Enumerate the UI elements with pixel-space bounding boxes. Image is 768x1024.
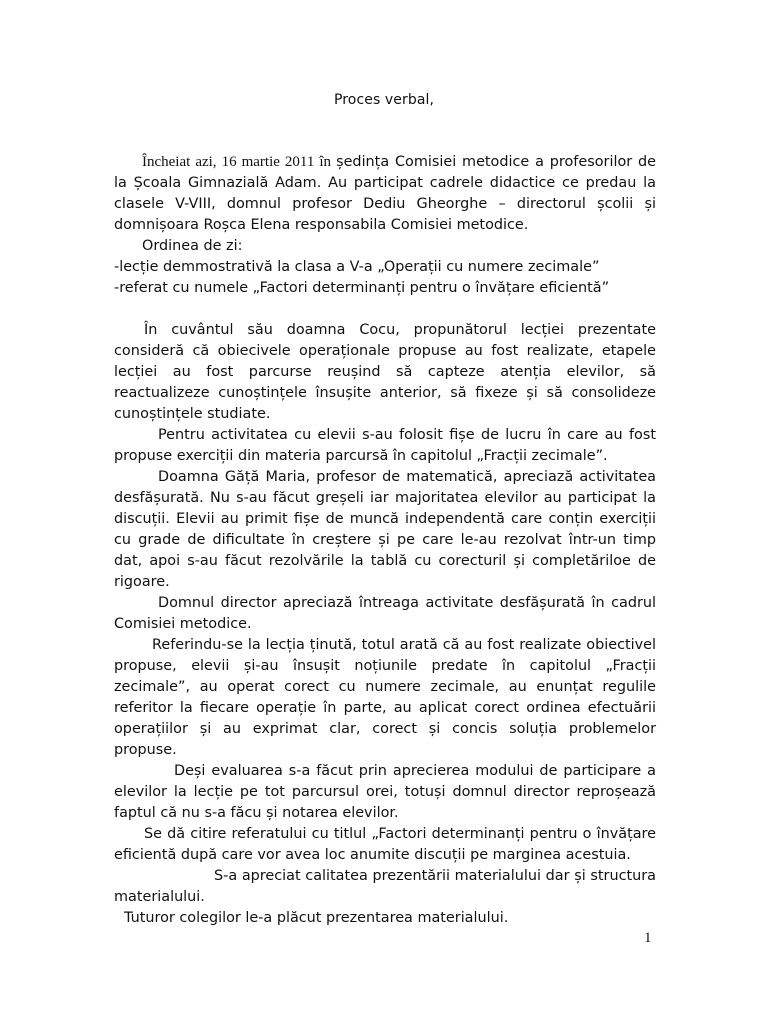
paragraph-colleagues: Tuturor colegilor le-a plăcut prezentarea materialului. (124, 910, 509, 926)
intro-date-text: Încheiat azi, 16 martie 2011 în (142, 154, 337, 170)
intro-body-text: ședința Comisiei metodice a profesorilor de la Școala Gimnazială Adam. Au participat cadrele didactice ce predau la clasele V-VIII, domnul profesor Dediu Gheorghe – directorul școlii și domnișoara Roșca Elena responsabila Comisiei metodice. (114, 154, 656, 233)
paragraph-evaluation: Deși evaluarea s-a făcut prin aprecierea modului de participare a elevilor la lecție pe tot parcursul orei, totuși domnul director reproșează faptul că nu s-a făcu și notarea elevilor. (114, 763, 656, 821)
spacer (114, 299, 656, 320)
page-number: 1 (644, 930, 652, 946)
paragraph-math-teacher: Doamna Găță Maria, profesor de matematică, apreciază activitatea desfășurată. Nu s-au făcut greșeli iar majoritatea elevilor au participat la discuții. Elevii au primit fișe de muncă independentă care conțin exerciții cu grade de dificultate în creștere și pe care le-au rezolvat într-un timp dat, apoi s-au făcut rezolvările la tablă cu corecturil și completăriloe de rigoare. (114, 469, 656, 590)
document-body (114, 152, 656, 929)
document-title: Proces verbal, (333, 92, 435, 108)
paragraph-objectives: Referindu-se la lecția ținută, totul arată că au fost realizate obiectivel propuse, elevii și-au însușit noțiunile predate în capitolul „Fracții zecimale”, au operat corect cu numere zecimale, au enunțat regulile referitor la fiecare operație în parte, au aplicat corect ordinea efectuării operațiilor și au exprimat clar, corect și concis soluția problemelor propuse. (114, 637, 656, 758)
agenda-item: -referat cu numele „Factori determinanți pentru o învățare eficientă” (114, 280, 610, 296)
intro-paragraph (114, 152, 656, 236)
paragraph-lesson-review: În cuvântul său doamna Cocu, propunătorul lecției prezentate consideră că obiecivele operaționale propuse au fost realizate, etapele lecției au fost parcurse reușind să capteze atenția elevilor, să reactualizeze cunoștințele însușite anterior, să fixeze și să consolideze cunoștințele studiate. (114, 322, 656, 422)
paragraph-director-appreciation: Domnul director apreciază întreaga activitate desfășurată în cadrul Comisiei metodice. (114, 595, 656, 632)
paragraph-worksheets: Pentru activitatea cu elevii s-au folosit fișe de lucru în care au fost propuse exerciții din materia parcursă în capitolul „Fracții zecimale”. (114, 427, 656, 464)
agenda-item: -lecție demmostrativă la clasa a V-a „Operații cu numere zecimale” (114, 259, 600, 275)
agenda-heading: Ordinea de zi: (142, 238, 243, 254)
paragraph-presentation-quality: S-a apreciat calitatea prezentării materialului dar și structura materialului. (114, 868, 656, 905)
paragraph-report-reading: Se dă citire referatului cu titlul „Factori determinanți pentru o învățare eficientă după care vor avea loc anumite discuții pe marginea acestuia. (114, 826, 656, 863)
